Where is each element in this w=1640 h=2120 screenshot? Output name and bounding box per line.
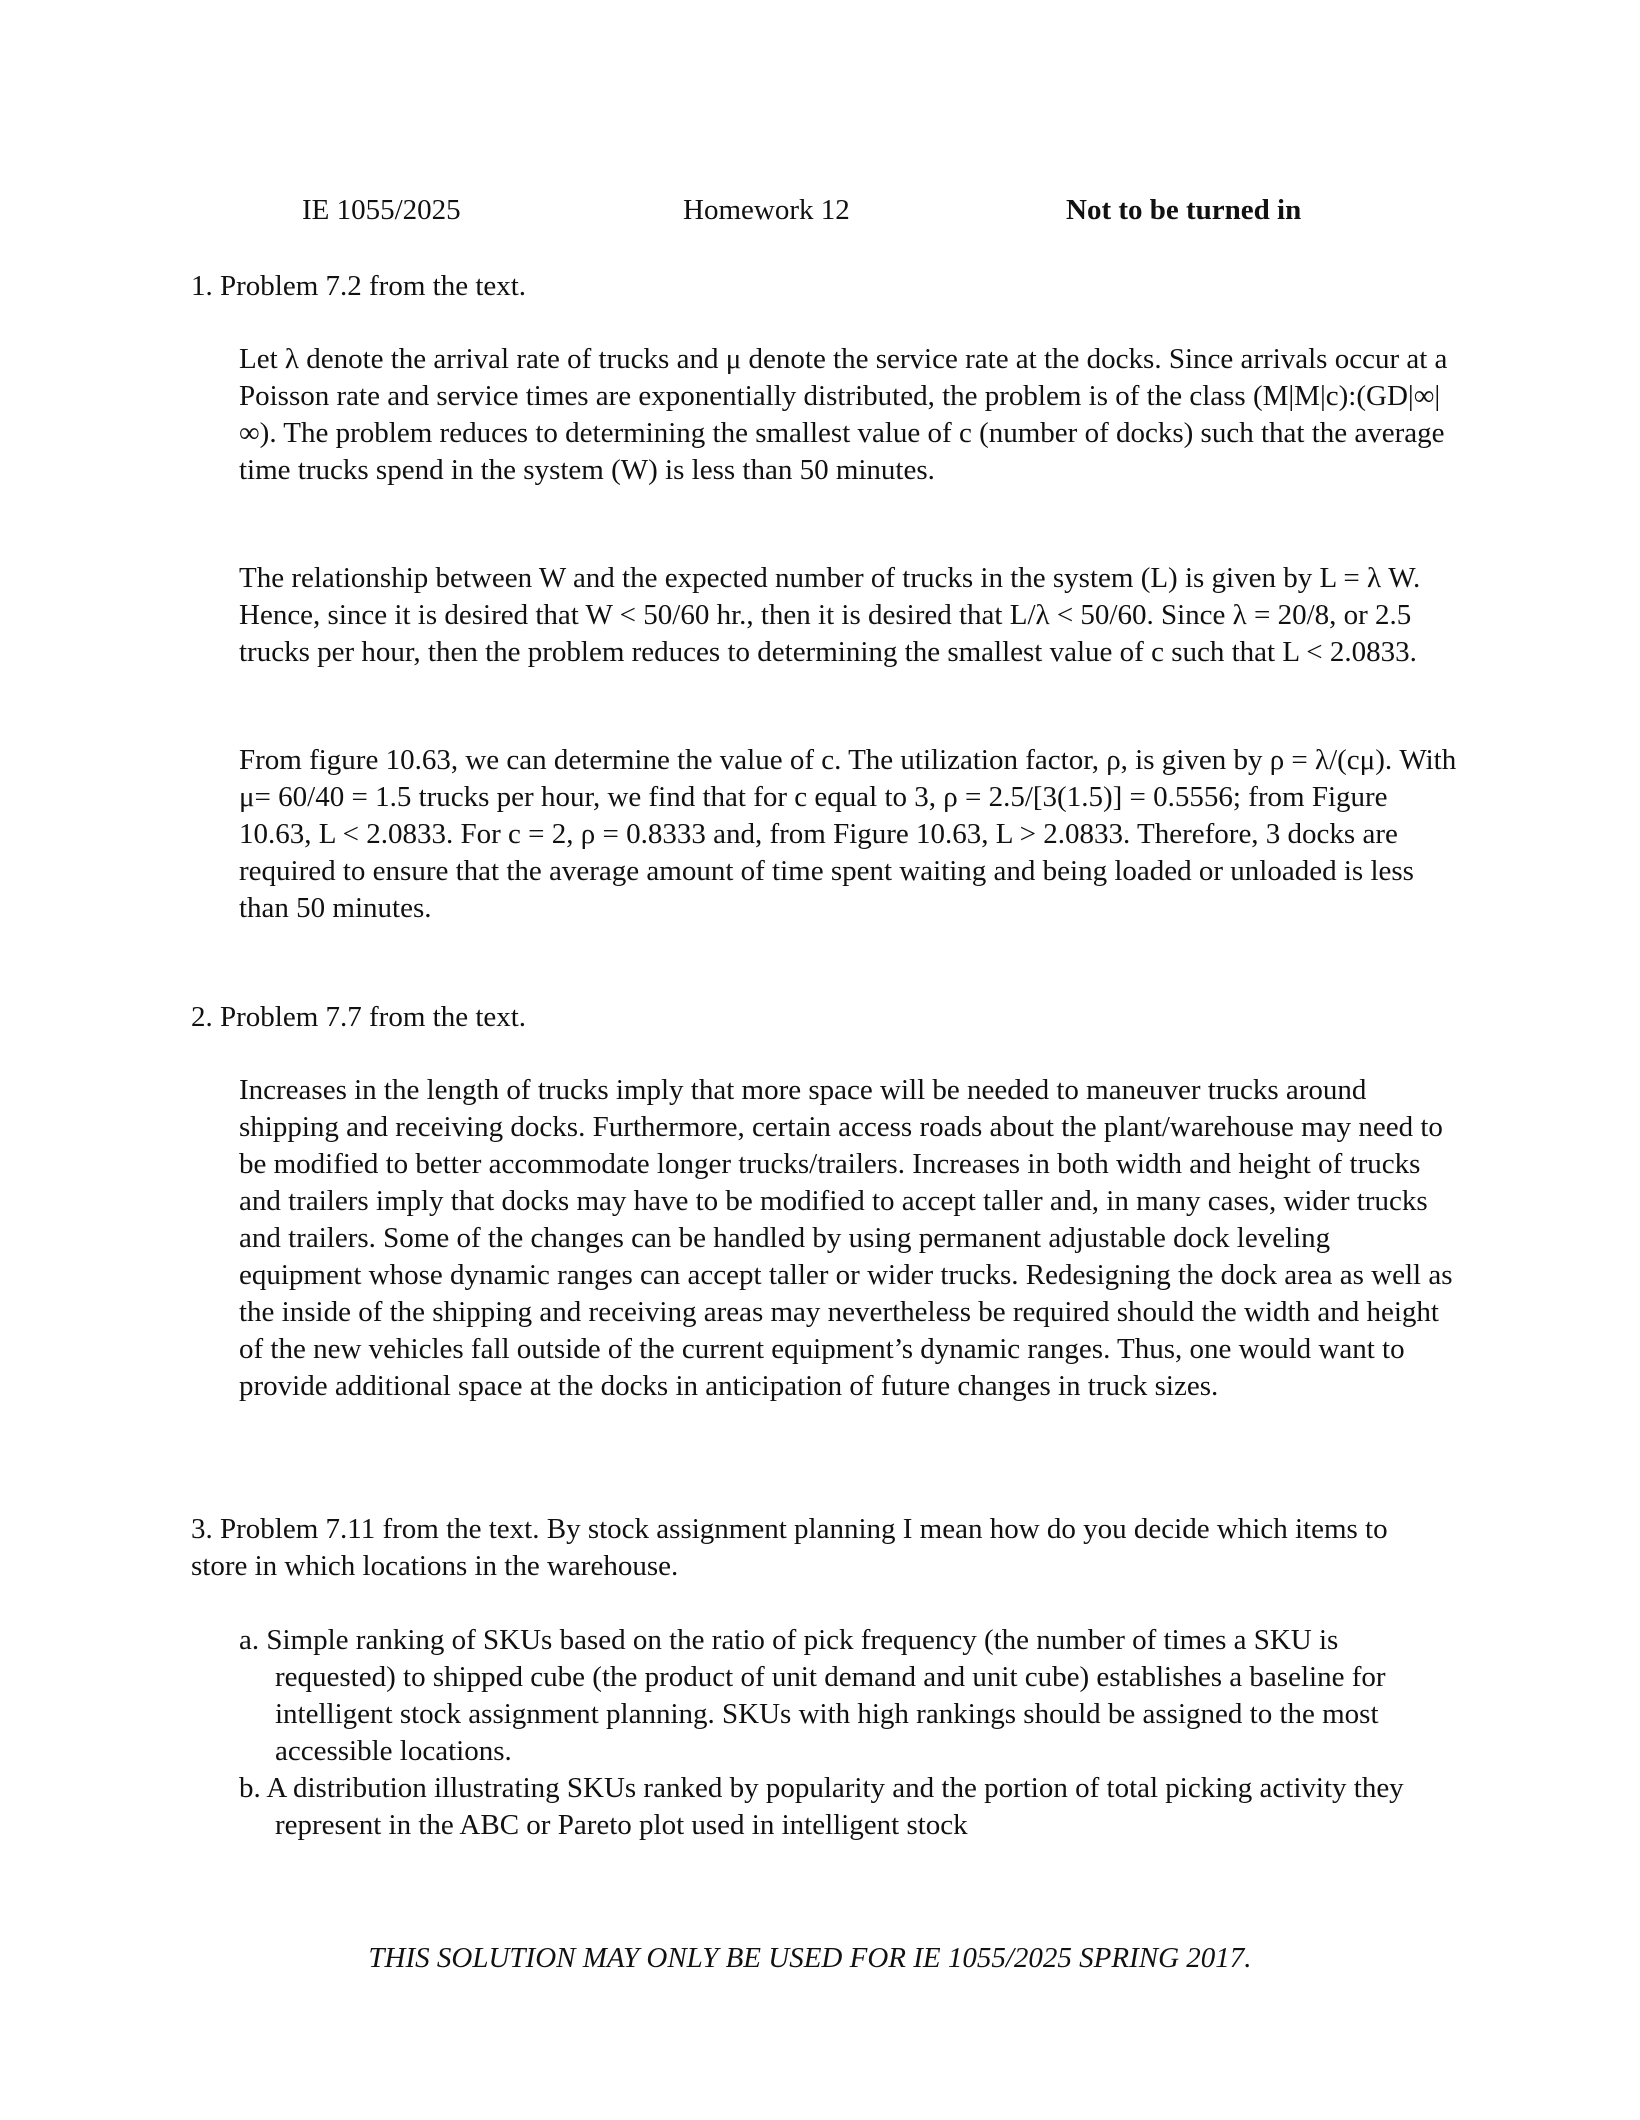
answer-3-list (239, 1622, 1459, 1844)
answer-1-paragraph: From figure 10.63, we can determine the value of c. The utilization factor, ρ, is given by ρ = λ/(cμ). With μ= 60/40 = 1.5 trucks per hour, we find that for c equal to 3, ρ = 2.5/[3(1.5)] = 0.5556; from Figure 10.63, L < 2.0833. For c = 2, ρ = 0.8333 and, from Figure 10.63, L > 2.0833. Therefore, 3 docks are required to ensure that the average amount of time spent waiting and being loaded or unloaded is less than 50 minutes. (239, 744, 1457, 924)
submission-note: Not to be turned in (1066, 194, 1302, 226)
answer-2-paragraph: Increases in the length of trucks imply that more space will be needed to maneuver trucks around shipping and receiving docks. Furthermore, certain access roads about the plant/warehouse may need to be modified to better accommodate longer trucks/trailers. Increases in both width and height of trucks and trailers imply that docks may have to be modified to accept taller and, in many cases, wider trucks and trailers. Some of the changes can be handled by using permanent adjustable dock leveling equipment whose dynamic ranges can accept taller or wider trucks. Redesigning the dock area as well as the inside of the shipping and receiving areas may nevertheless be required should the width and height of the new vehicles fall outside of the current equipment’s dynamic ranges. Thus, one would want to provide additional space at the docks in anticipation of future changes in truck sizes. (239, 1074, 1453, 1402)
question-2-prompt: 2. Problem 7.7 from the text. (191, 1001, 527, 1033)
page-header (0, 192, 1640, 232)
list-item: a. Simple ranking of SKUs based on the ratio of pick frequency (the number of times a SKU is requested) to shipped cube (the product of unit demand and unit cube) establishes a baseline for intelligent stock assignment planning. SKUs with high rankings should be assigned to the most accessible locations. (239, 1624, 1386, 1767)
footer-disclaimer: THIS SOLUTION MAY ONLY BE USED FOR IE 1055/2025 SPRING 2017. (368, 1942, 1252, 1974)
answer-1-paragraph: Let λ denote the arrival rate of trucks and μ denote the service rate at the docks. Since arrivals occur at a Poisson rate and service times are exponentially distributed, the problem is of the class (M|M|c):(GD|∞|∞). The problem reduces to determining the smallest value of c (number of docks) such that the average time trucks spend in the system (W) is less than 50 minutes. (239, 343, 1448, 486)
page-footer (0, 1940, 1640, 1977)
question-3-prompt: 3. Problem 7.11 from the text. By stock assignment planning I mean how do you decide which items to store in which locations in the warehouse. (191, 1513, 1388, 1582)
question-1-prompt: 1. Problem 7.2 from the text. (191, 270, 527, 302)
homework-title: Homework 12 (683, 194, 850, 226)
list-item: b. A distribution illustrating SKUs ranked by popularity and the portion of total picking activity they represent in the ABC or Pareto plot used in intelligent stock (239, 1772, 1404, 1841)
answer-1-paragraph: The relationship between W and the expected number of trucks in the system (L) is given by L = λ W. Hence, since it is desired that W < 50/60 hr., then it is desired that L/λ < 50/60. Since λ = 20/8, or 2.5 trucks per hour, then the problem reduces to determining the smallest value of c such that L < 2.0833. (239, 562, 1421, 668)
course-number: IE 1055/2025 (302, 194, 461, 226)
